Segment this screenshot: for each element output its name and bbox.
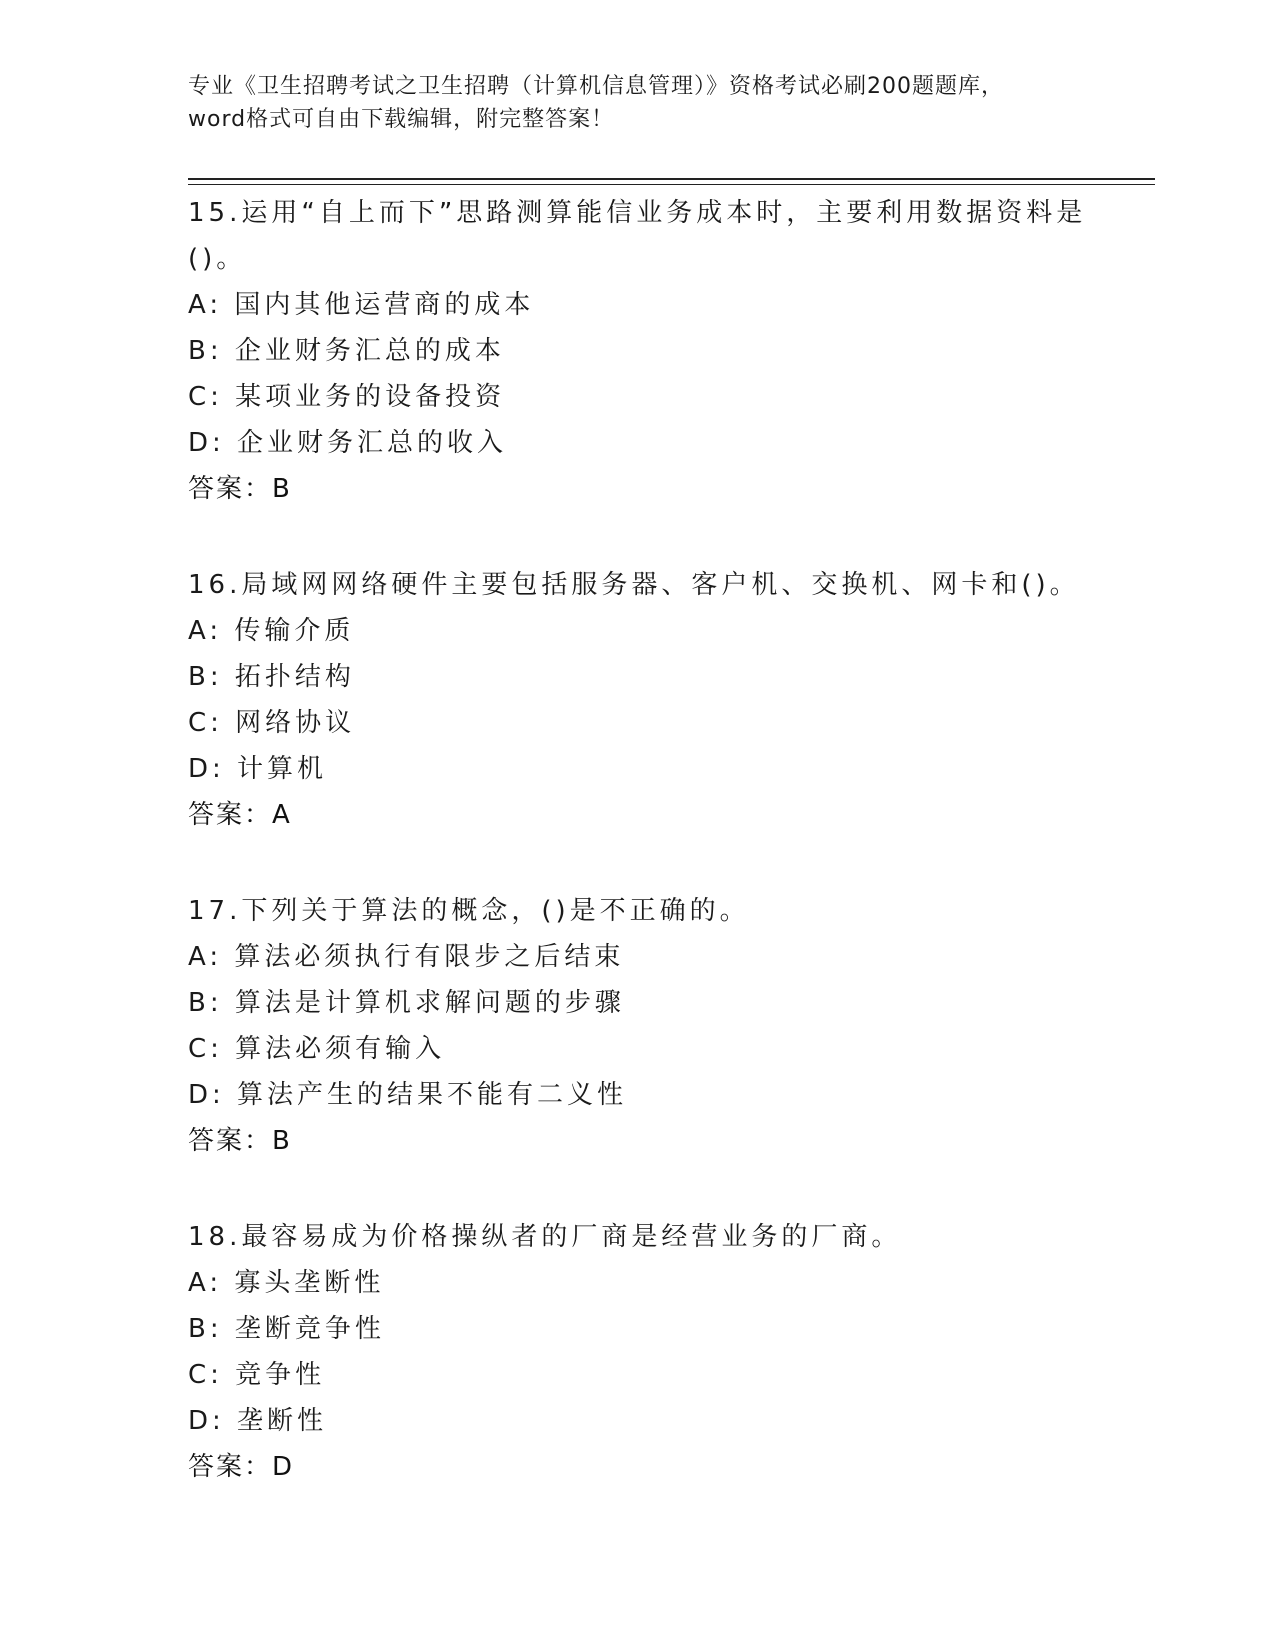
question-18 <box>188 1214 1088 1490</box>
option-b: B: 垄断竞争性 <box>188 1314 385 1344</box>
question-17 <box>188 888 1088 1164</box>
question-16 <box>188 562 1088 838</box>
option-a: A: 寡头垄断性 <box>188 1268 385 1298</box>
option-a: A: 算法必须执行有限步之后结束 <box>188 942 625 972</box>
option-c: C: 算法必须有输入 <box>188 1034 446 1064</box>
header-title-line-2: word格式可自由下载编辑，附完整答案！ <box>188 107 615 132</box>
header-divider-thick <box>188 178 1155 180</box>
answer-text: 答案：D <box>188 1452 295 1482</box>
question-stem: 17.下列关于算法的概念，()是不正确的。 <box>188 896 750 926</box>
question-15 <box>188 190 1088 512</box>
answer-text: 答案：B <box>188 474 292 504</box>
header-divider-thin <box>188 184 1155 185</box>
question-stem: 16.局域网网络硬件主要包括服务器、客户机、交换机、网卡和()。 <box>188 570 1080 600</box>
option-d: D: 算法产生的结果不能有二义性 <box>188 1080 628 1110</box>
option-d: D: 垄断性 <box>188 1406 328 1436</box>
header-title-line-1: 专业《卫生招聘考试之卫生招聘（计算机信息管理）》资格考试必刷200题题库， <box>188 74 1004 99</box>
option-c: C: 竞争性 <box>188 1360 326 1390</box>
option-d: D: 企业财务汇总的收入 <box>188 428 508 458</box>
question-stem: 18.最容易成为价格操纵者的厂商是经营业务的厂商。 <box>188 1222 902 1252</box>
option-b: B: 算法是计算机求解问题的步骤 <box>188 988 625 1018</box>
question-stem: 15.运用“自上而下”思路测算能信业务成本时，主要利用数据资料是()。 <box>188 198 1087 274</box>
option-b: B: 拓扑结构 <box>188 662 355 692</box>
option-d: D: 计算机 <box>188 754 328 784</box>
document-header <box>188 70 1088 136</box>
option-c: C: 网络协议 <box>188 708 356 738</box>
option-a: A: 国内其他运营商的成本 <box>188 290 535 320</box>
option-b: B: 企业财务汇总的成本 <box>188 336 505 366</box>
answer-text: 答案：A <box>188 800 292 830</box>
question-list <box>188 190 1088 1540</box>
option-a: A: 传输介质 <box>188 616 355 646</box>
answer-text: 答案：B <box>188 1126 292 1156</box>
option-c: C: 某项业务的设备投资 <box>188 382 506 412</box>
